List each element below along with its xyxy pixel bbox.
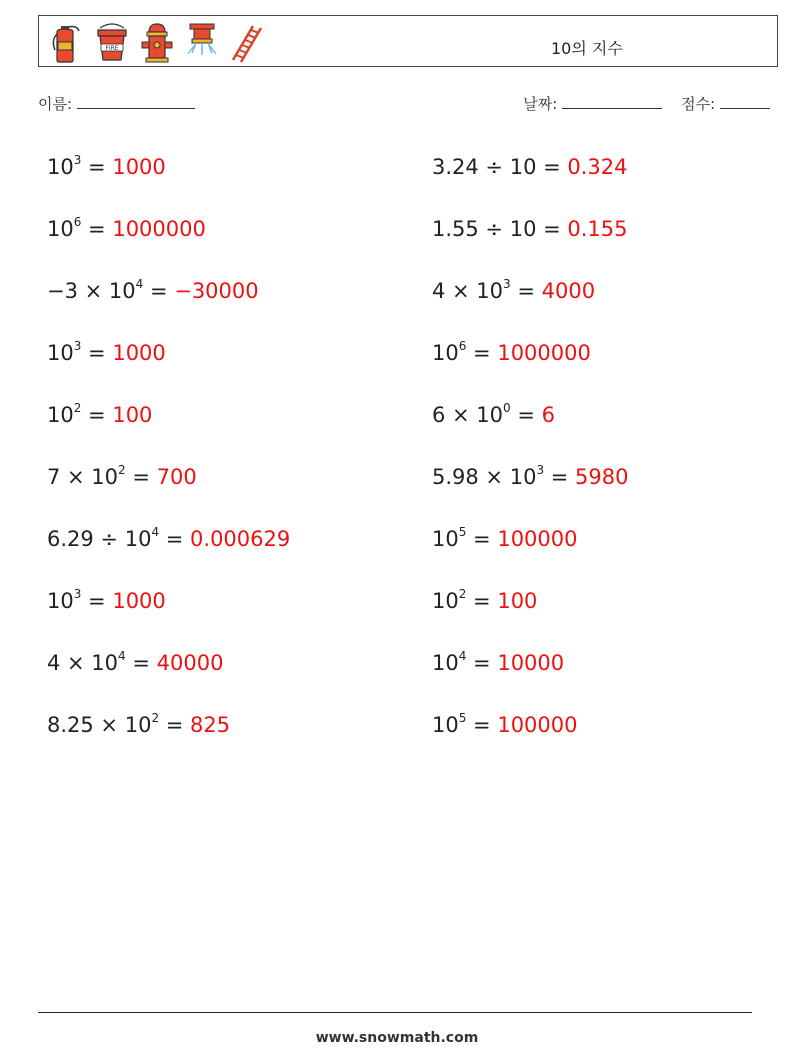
problem-expression: 4 × 10 bbox=[47, 651, 119, 675]
name-field bbox=[38, 93, 195, 114]
problem-answer: 10000 bbox=[497, 651, 565, 675]
problem-equals: = bbox=[544, 465, 576, 489]
problem-item bbox=[38, 572, 423, 634]
problem-exponent: 2 bbox=[73, 401, 82, 415]
fire-hydrant-icon bbox=[137, 20, 177, 64]
problem-answer: 5980 bbox=[575, 465, 629, 489]
problem-equals: = bbox=[510, 403, 542, 427]
name-label: 이름: bbox=[38, 95, 73, 113]
name-blank[interactable] bbox=[77, 94, 195, 109]
problem-answer: 1000000 bbox=[112, 217, 206, 241]
problem-exponent: 4 bbox=[151, 525, 160, 539]
problem-item bbox=[423, 386, 778, 448]
problem-item bbox=[423, 324, 778, 386]
problem-equals: = bbox=[81, 403, 113, 427]
problem-item bbox=[38, 696, 423, 758]
problem-equals: = bbox=[466, 713, 498, 737]
problem-exponent: 4 bbox=[458, 649, 467, 663]
problem-expression: 3.24 ÷ 10 = bbox=[432, 155, 568, 179]
problem-answer: 100000 bbox=[497, 527, 578, 551]
problem-exponent: 3 bbox=[73, 153, 82, 167]
ladder-icon bbox=[227, 20, 267, 64]
problem-equals: = bbox=[510, 279, 542, 303]
problem-item bbox=[423, 696, 778, 758]
problem-expression: 10 bbox=[47, 403, 74, 427]
problem-answer: 700 bbox=[156, 465, 197, 489]
problem-equals: = bbox=[143, 279, 175, 303]
problem-expression: 10 bbox=[432, 589, 459, 613]
score-label: 점수: bbox=[681, 95, 716, 113]
problem-expression: 10 bbox=[47, 341, 74, 365]
problem-exponent: 6 bbox=[73, 215, 82, 229]
problem-equals: = bbox=[466, 589, 498, 613]
date-blank[interactable] bbox=[562, 94, 662, 109]
problem-item bbox=[423, 634, 778, 696]
problem-equals: = bbox=[125, 651, 157, 675]
problem-equals: = bbox=[159, 527, 191, 551]
problem-answer: 100 bbox=[112, 403, 153, 427]
problem-equals: = bbox=[81, 217, 113, 241]
problem-expression: 10 bbox=[432, 527, 459, 551]
problem-answer: 1000 bbox=[112, 589, 166, 613]
problem-equals: = bbox=[81, 155, 113, 179]
footer-divider bbox=[38, 1012, 752, 1013]
problem-equals: = bbox=[466, 527, 498, 551]
problem-expression: 10 bbox=[432, 713, 459, 737]
problem-answer: 6 bbox=[541, 403, 555, 427]
footer-url: www.snowmath.com bbox=[315, 1030, 479, 1046]
sprinkler-icon bbox=[182, 20, 222, 64]
bucket-label: FIRE bbox=[105, 45, 119, 52]
problem-exponent: 3 bbox=[73, 339, 82, 353]
problem-exponent: 4 bbox=[135, 277, 144, 291]
problem-equals: = bbox=[125, 465, 157, 489]
problem-exponent: 6 bbox=[458, 339, 467, 353]
problem-answer: 100 bbox=[497, 589, 538, 613]
problem-equals: = bbox=[466, 651, 498, 675]
problem-equals: = bbox=[81, 589, 113, 613]
problem-exponent: 5 bbox=[458, 711, 467, 725]
problem-answer: 0.155 bbox=[567, 217, 628, 241]
problem-item bbox=[423, 138, 778, 200]
problem-exponent: 3 bbox=[536, 463, 545, 477]
problem-answer: 1000 bbox=[112, 155, 166, 179]
problem-expression: 1.55 ÷ 10 = bbox=[432, 217, 568, 241]
problem-item bbox=[423, 262, 778, 324]
problem-expression: 10 bbox=[432, 341, 459, 365]
problem-answer: 4000 bbox=[541, 279, 596, 303]
problem-item bbox=[38, 262, 423, 324]
problem-equals: = bbox=[466, 341, 498, 365]
problem-exponent: 5 bbox=[458, 525, 467, 539]
problem-item bbox=[38, 324, 423, 386]
icon-strip bbox=[47, 20, 267, 64]
problem-expression: 10 bbox=[47, 155, 74, 179]
problem-grid bbox=[38, 138, 778, 758]
problem-answer: 0.000629 bbox=[190, 527, 291, 551]
problem-equals: = bbox=[81, 341, 113, 365]
problem-expression: 6 × 10 bbox=[432, 403, 504, 427]
problem-answer: 100000 bbox=[497, 713, 578, 737]
problem-exponent: 3 bbox=[73, 587, 82, 601]
problem-expression: −3 × 10 bbox=[47, 279, 136, 303]
problem-expression: 10 bbox=[47, 217, 74, 241]
problem-expression: 7 × 10 bbox=[47, 465, 119, 489]
problem-item bbox=[423, 448, 778, 510]
problem-exponent: 2 bbox=[118, 463, 126, 477]
problem-exponent: 4 bbox=[118, 649, 126, 663]
problem-item bbox=[38, 510, 423, 572]
problem-exponent: 2 bbox=[458, 587, 467, 601]
problem-expression: 10 bbox=[432, 651, 459, 675]
problem-item bbox=[423, 510, 778, 572]
fire-bucket-icon bbox=[92, 20, 132, 64]
problem-item bbox=[423, 200, 778, 262]
problem-equals: = bbox=[159, 713, 191, 737]
date-label: 날짜: bbox=[523, 95, 558, 113]
problem-exponent: 2 bbox=[151, 711, 160, 725]
problem-expression: 8.25 × 10 bbox=[47, 713, 152, 737]
problem-item bbox=[38, 200, 423, 262]
problem-answer: 40000 bbox=[156, 651, 224, 675]
problem-exponent: 0 bbox=[503, 401, 511, 415]
problem-answer: 1000000 bbox=[497, 341, 591, 365]
problem-exponent: 3 bbox=[503, 277, 511, 291]
problem-item bbox=[423, 572, 778, 634]
problem-answer: 825 bbox=[190, 713, 231, 737]
fire-extinguisher-icon bbox=[47, 20, 87, 64]
problem-item bbox=[38, 138, 423, 200]
problem-item bbox=[38, 386, 423, 448]
problem-expression: 5.98 × 10 bbox=[432, 465, 537, 489]
problem-expression: 10 bbox=[47, 589, 74, 613]
problem-answer: 0.324 bbox=[567, 155, 628, 179]
header-box bbox=[38, 15, 778, 67]
problem-expression: 6.29 ÷ 10 bbox=[47, 527, 152, 551]
problem-item bbox=[38, 634, 423, 696]
date-score-fields bbox=[523, 93, 770, 114]
score-blank[interactable] bbox=[720, 94, 770, 109]
problem-expression: 4 × 10 bbox=[432, 279, 504, 303]
worksheet-title: 10의 지수 bbox=[551, 39, 623, 58]
problem-answer: 1000 bbox=[112, 341, 166, 365]
problem-item bbox=[38, 448, 423, 510]
problem-answer: −30000 bbox=[174, 279, 259, 303]
